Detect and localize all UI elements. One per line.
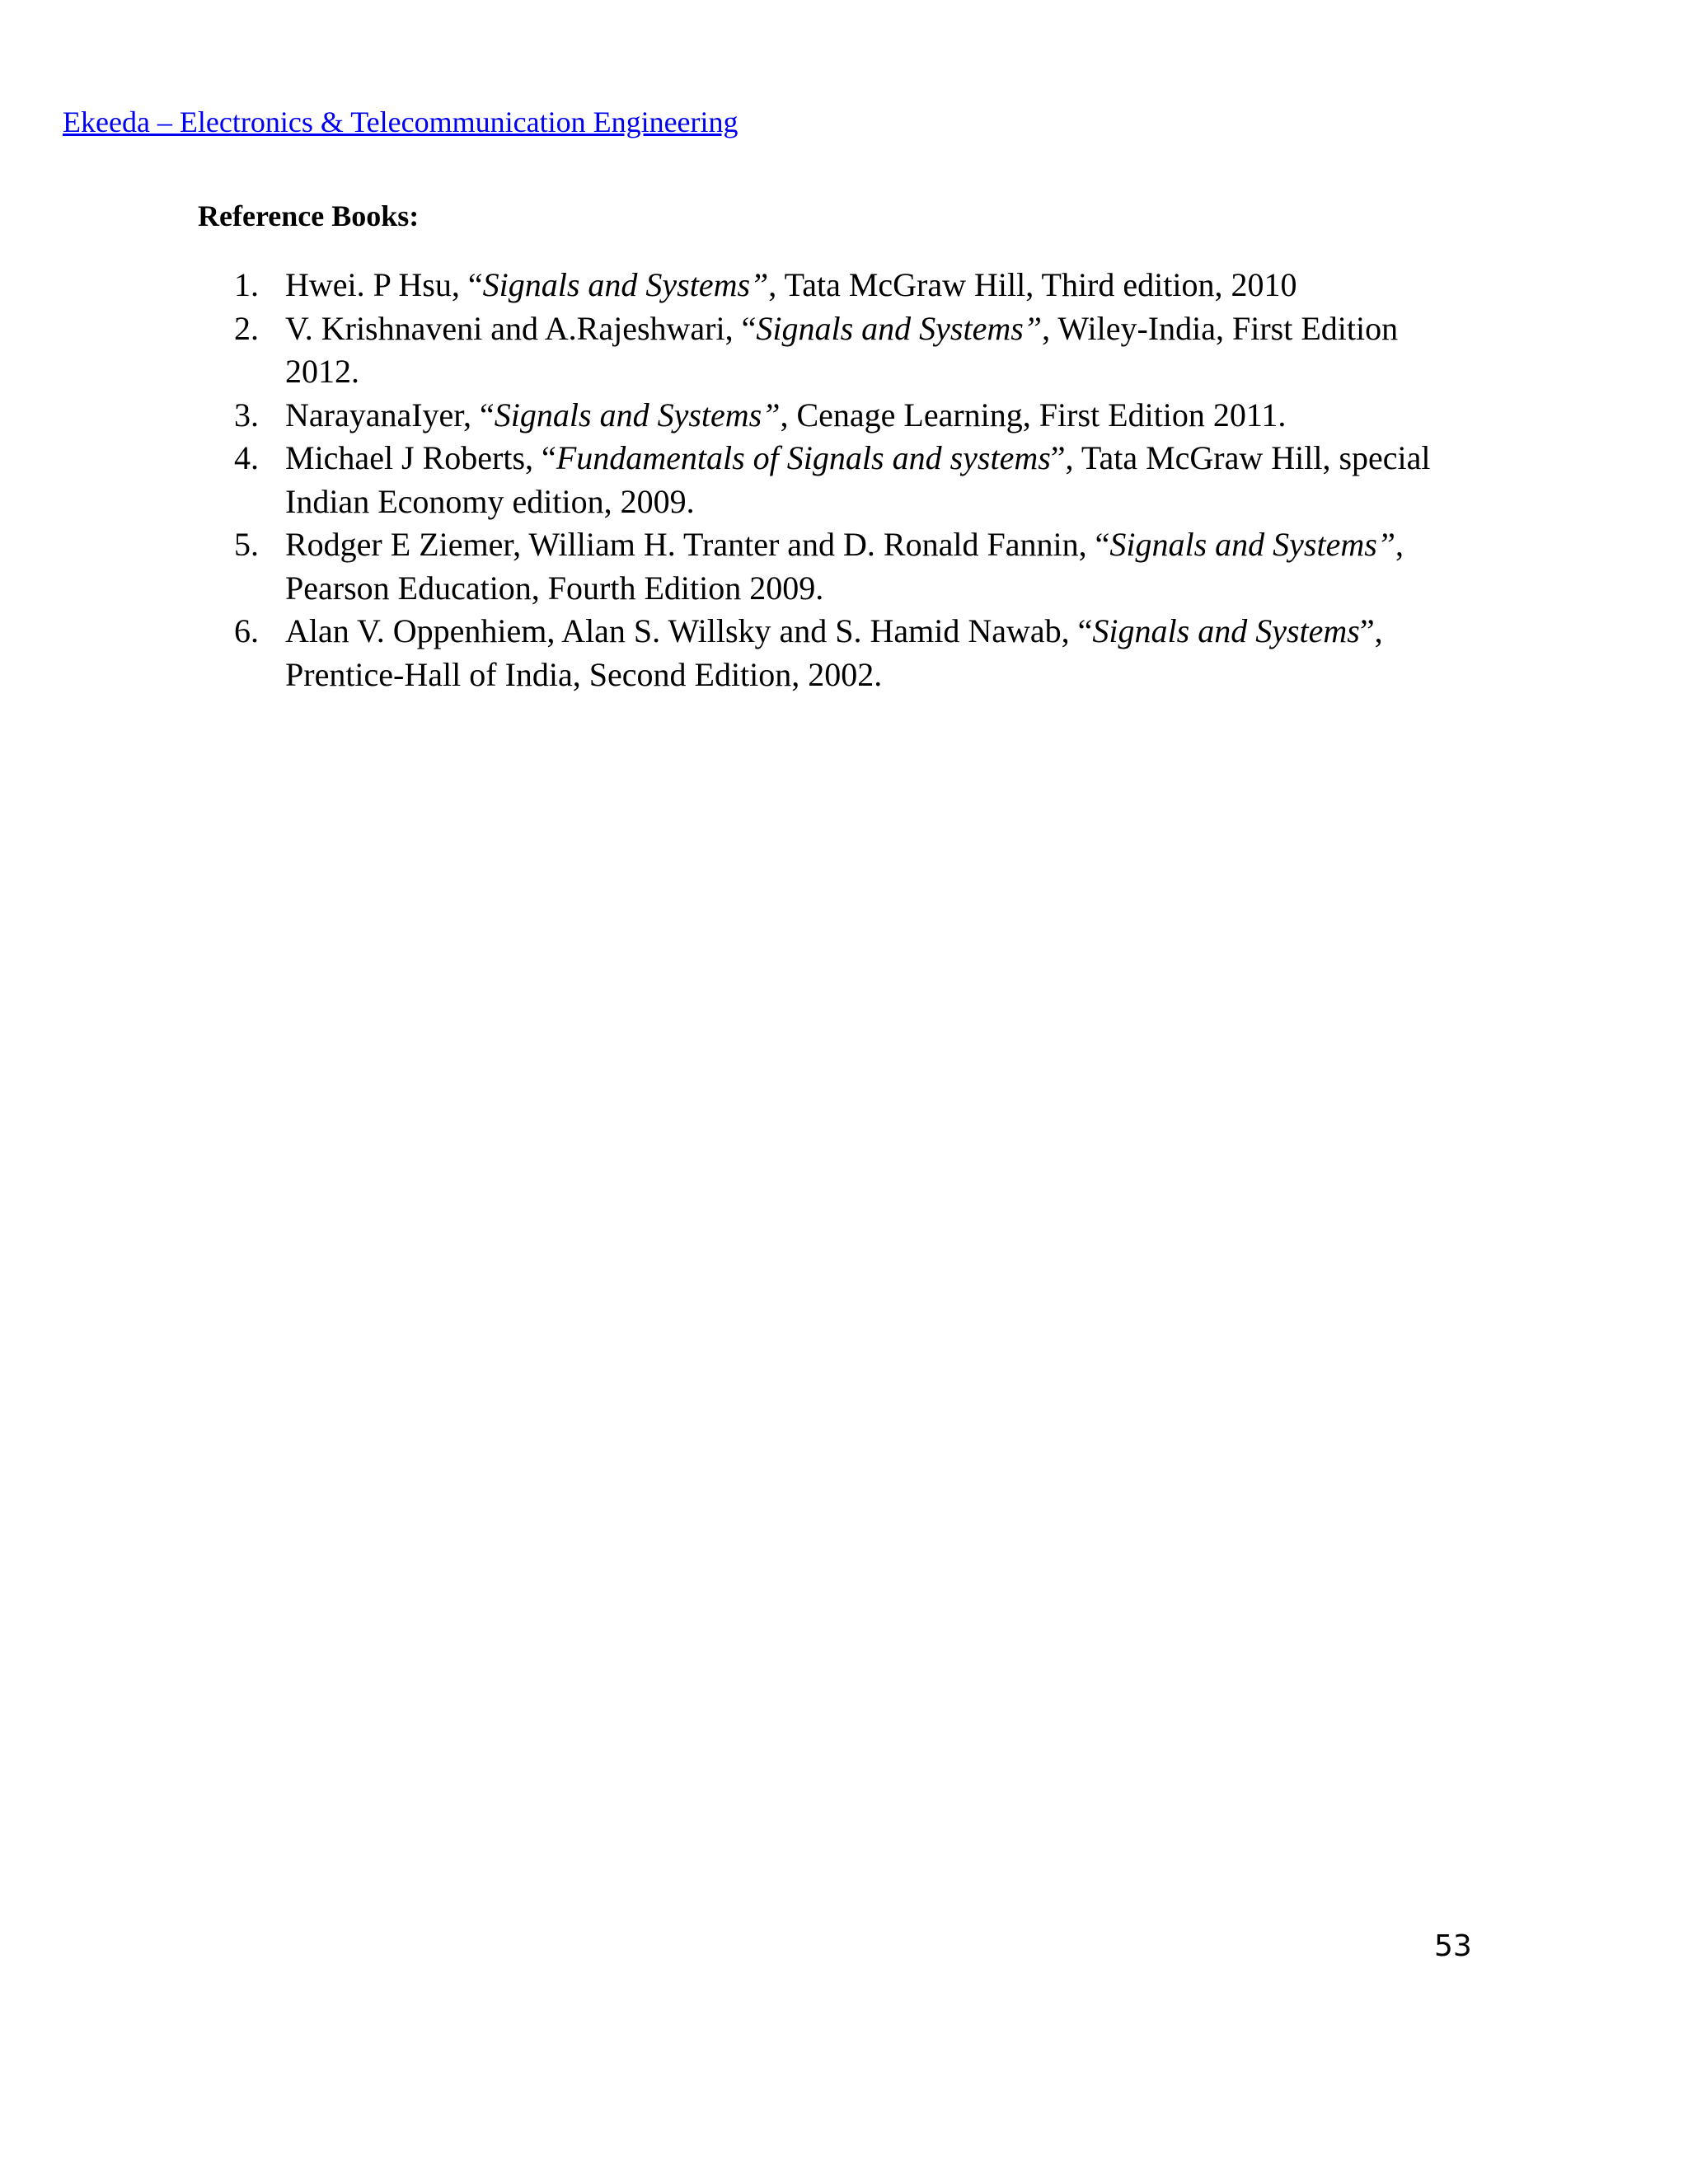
reference-number: 6.: [234, 612, 259, 649]
reference-item-4: [231, 437, 1467, 523]
reference-publisher: , Pearson Education, Fourth Edition 2009.: [285, 526, 1404, 607]
reference-authors: Alan V. Oppenhiem, Alan S. Willsky and S. Hamid Nawab, “: [285, 612, 1093, 649]
reference-item-3: [231, 394, 1467, 438]
reference-publisher: , Tata McGraw Hill, Third edition, 2010: [768, 266, 1297, 303]
reference-item-5: [231, 523, 1467, 610]
reference-authors: Hwei. P Hsu, “: [285, 266, 483, 303]
reference-publisher: ”, Tata McGraw Hill, special Indian Economy edition, 2009.: [285, 439, 1431, 520]
reference-authors: V. Krishnaveni and A.Rajeshwari, “: [285, 309, 757, 347]
reference-title: Signals and Systems”: [1109, 526, 1396, 563]
reference-text: [285, 394, 1467, 438]
reference-number: 5.: [234, 526, 259, 563]
reference-authors: Rodger E Ziemer, William H. Tranter and D. Ronald Fannin, “: [285, 526, 1110, 563]
reference-title: Signals and Systems”: [494, 396, 781, 434]
reference-item-1: [231, 264, 1467, 307]
reference-number: 3.: [234, 396, 259, 434]
reference-number: 4.: [234, 439, 259, 476]
reference-title: Signals and Systems: [1092, 612, 1360, 649]
reference-item-2: [231, 307, 1467, 394]
reference-publisher: ”, Prentice-Hall of India, Second Edition, 2002.: [285, 612, 1383, 693]
reference-number: 2.: [234, 309, 259, 347]
reference-text: [285, 523, 1467, 610]
page-number: 53: [1434, 1929, 1472, 1963]
reference-publisher: , Cenage Learning, First Edition 2011.: [780, 396, 1287, 434]
reference-list: [231, 264, 1467, 696]
reference-authors: Michael J Roberts, “: [285, 439, 556, 476]
reference-title: Signals and Systems”: [756, 309, 1043, 347]
reference-title: Signals and Systems”: [482, 266, 769, 303]
reference-text: [285, 610, 1467, 696]
reference-publisher: , Wiley-India, First Edition 2012.: [285, 309, 1399, 390]
reference-number: 1.: [234, 266, 259, 303]
reference-text: [285, 437, 1467, 523]
reference-text: [285, 307, 1467, 394]
reference-title: Fundamentals of Signals and systems: [556, 439, 1051, 476]
reference-authors: NarayanaIyer, “: [285, 396, 495, 434]
section-heading: Reference Books:: [198, 199, 420, 232]
reference-item-6: [231, 610, 1467, 696]
header-link[interactable]: Ekeeda – Electronics & Telecommunication Engineering: [63, 105, 738, 138]
reference-text: [285, 264, 1467, 307]
